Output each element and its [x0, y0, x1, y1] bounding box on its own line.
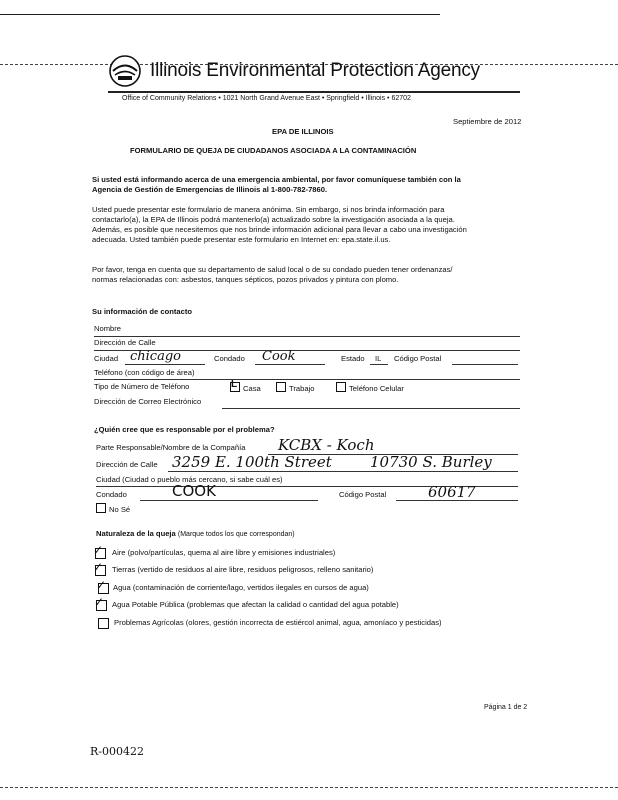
county-label: Condado	[214, 354, 245, 363]
phone-field[interactable]	[94, 379, 520, 380]
phone-cell-option[interactable]	[336, 382, 404, 393]
zip-field[interactable]	[452, 364, 518, 365]
anon-notice-2: contactarlo(a), la EPA de Illinois podrá mantenerlo(a) actualizado sobre la investigación asociada a la queja.	[92, 215, 455, 224]
nature-agriculture-item[interactable]	[114, 618, 442, 627]
epa-label: EPA DE ILLINOIS	[272, 127, 334, 136]
resp-county-label: Condado	[96, 490, 127, 499]
form-date: Septiembre de 2012	[453, 117, 522, 126]
party-value[interactable]: KCBX - Koch	[278, 436, 375, 454]
nature-drinking-water-item[interactable]	[112, 600, 399, 609]
phone-cell-label: Teléfono Celular	[349, 384, 404, 393]
name-field[interactable]	[94, 336, 520, 337]
nature-drinking-water-label: Agua Potable Pública	[112, 600, 185, 609]
nature-heading-note: (Marque todos los que correspondan)	[177, 531, 295, 538]
phone-type-label: Tipo de Número de Teléfono	[94, 382, 190, 391]
nature-land-detail: (vertido de residuos al aire libre, residuos peligrosos, relleno sanitario)	[137, 565, 374, 574]
emergency-notice-2: Agencia de Gestión de Emergencias de Illinois al 1-800-782-7860.	[92, 185, 328, 194]
form-title: FORMULARIO DE QUEJA DE CIUDADANOS ASOCIADA A LA CONTAMINACIÓN	[130, 146, 417, 155]
resp-county-value[interactable]: COOK	[172, 482, 216, 500]
phone-home-checkbox[interactable]: L	[230, 382, 240, 392]
nature-heading-text: Naturaleza de la queja	[96, 529, 176, 538]
resp-zip-label: Código Postal	[339, 490, 387, 499]
resp-zip-value[interactable]: 60617	[428, 483, 476, 501]
phone-cell-checkbox[interactable]	[336, 382, 346, 392]
contact-heading: Su información de contacto	[92, 307, 192, 316]
nature-drinking-water-detail: (problemas que afectan la calidad o cantidad del agua potable)	[186, 600, 399, 609]
unknown-option[interactable]	[96, 503, 130, 514]
agency-address: Office of Community Relations • 1021 North Grand Avenue East • Springfield • Illinois • 62702	[122, 95, 411, 102]
nature-agriculture-label: Problemas Agrícolas	[114, 618, 184, 627]
nature-heading	[96, 529, 295, 538]
city-label: Ciudad	[94, 354, 119, 363]
email-field[interactable]	[222, 408, 520, 409]
phone-work-label: Trabajo	[289, 384, 315, 393]
checkmark-icon: ✓	[94, 595, 105, 609]
anon-notice-3: Además, es posible que necesitemos que nos brinde información adicional para llevar a cabo una investigación	[92, 225, 467, 234]
nature-water-item[interactable]	[113, 583, 369, 592]
nature-land-label: Tierras	[112, 565, 136, 574]
emergency-notice-1: Si usted está informando acerca de una emergencia ambiental, por favor comuníquese también con la	[92, 175, 461, 184]
phone-work-option[interactable]	[276, 382, 314, 393]
anon-notice-4: adecuada. Usted también puede presentar este formulario en Internet en: epa.state.il.us.	[92, 235, 391, 244]
state-value[interactable]: IL	[375, 354, 382, 363]
nature-air-label: Aire	[112, 548, 126, 557]
phone-home-label: Casa	[243, 384, 261, 393]
phone-label: Teléfono (con código de área)	[94, 368, 195, 377]
street-label: Dirección de Calle	[94, 338, 156, 347]
agency-title: Illinois Environmental Protection Agency	[150, 60, 480, 81]
checkmark-icon: ✓	[96, 578, 107, 592]
zip-label: Código Postal	[394, 354, 442, 363]
illinois-epa-seal-icon	[108, 54, 142, 93]
checkmark-icon: ✓	[93, 560, 104, 574]
phone-home-option[interactable]	[230, 379, 261, 393]
email-label: Dirección de Correo Electrónico	[94, 397, 202, 406]
unknown-label: No Sé	[109, 505, 131, 514]
resp-street-label: Dirección de Calle	[96, 460, 158, 469]
phone-work-checkbox[interactable]	[276, 382, 286, 392]
page-number: Página 1 de 2	[484, 704, 528, 711]
party-label: Parte Responsable/Nombre de la Compañía	[96, 443, 246, 452]
responsible-heading: ¿Quién cree que es responsable por el problema?	[94, 425, 275, 434]
city-value[interactable]: chicago	[130, 349, 181, 364]
county-value[interactable]: Cook	[262, 349, 296, 364]
resp-street-value-2[interactable]: 10730 S. Burley	[370, 453, 492, 471]
anon-notice-1: Usted puede presentar este formulario de manera anónima. Sin embargo, si nos brinda información para	[92, 205, 445, 214]
document-id: R-000422	[90, 745, 144, 758]
resp-street-value[interactable]: 3259 E. 100th Street	[172, 453, 332, 471]
nature-agriculture-detail: (olores, gestión incorrecta de estiércol animal, agua, amoníaco y pesticidas)	[185, 618, 442, 627]
nature-water-label: Agua	[113, 583, 131, 592]
nature-water-detail: (contaminación de corriente/lago, vertidos ilegales en cursos de agua)	[132, 583, 369, 592]
nature-land-item[interactable]	[112, 565, 373, 574]
name-label: Nombre	[94, 324, 122, 333]
unknown-checkbox[interactable]	[96, 503, 106, 513]
checkmark-icon: ✓	[93, 543, 104, 557]
resp-city-label: Ciudad (Ciudad o pueblo más cercano, si sabe cuál es)	[96, 475, 283, 484]
local-notice-1: Por favor, tenga en cuenta que su departamento de salud local o de su condado pueden tener ordenanzas/	[92, 265, 453, 274]
nature-air-detail: (polvo/partículas, quema al aire libre y emisiones industriales)	[127, 548, 336, 557]
state-label: Estado	[341, 354, 365, 363]
nature-air-item[interactable]	[112, 548, 335, 557]
nature-agriculture-checkbox[interactable]	[98, 618, 109, 629]
local-notice-2: normas relacionadas con: asbestos, tanques sépticos, pozos privados y pintura con plomo.	[92, 275, 399, 284]
